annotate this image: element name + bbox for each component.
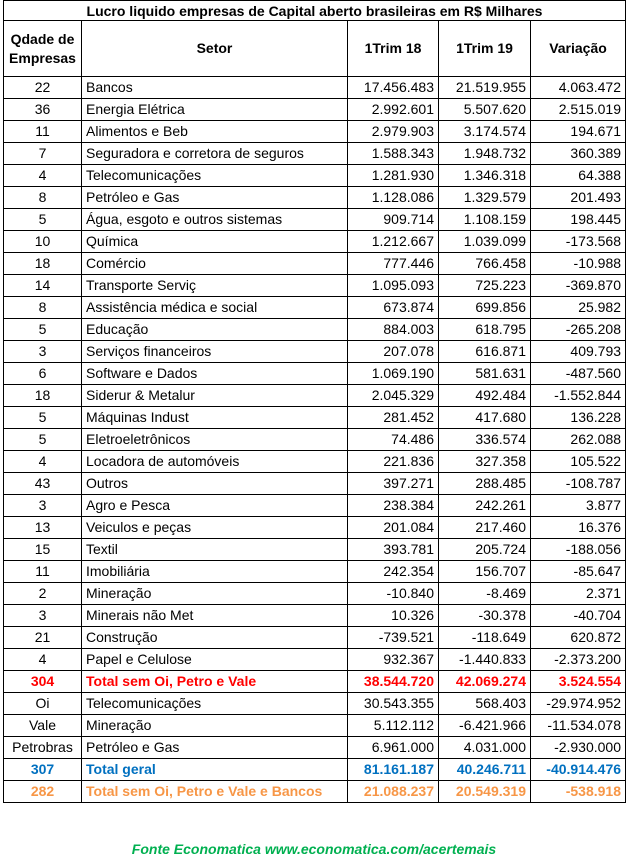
table-row: [4, 473, 626, 495]
cell-sector: Petróleo e Gas: [82, 187, 348, 209]
cell-qty: 5: [4, 407, 82, 429]
table-row: [4, 605, 626, 627]
cell-q1-19: 568.403: [439, 693, 531, 715]
cell-sector: Serviços financeiros: [82, 341, 348, 363]
cell-q1-18: 2.045.329: [348, 385, 439, 407]
cell-sector: Mineração: [82, 583, 348, 605]
cell-q1-18: 30.543.355: [348, 693, 439, 715]
table-title: Lucro liquido empresas de Capital aberto brasileiras em R$ Milhares: [4, 1, 626, 21]
table-row: [4, 495, 626, 517]
cell-sector: Alimentos e Beb: [82, 121, 348, 143]
table-row: [4, 517, 626, 539]
cell-q1-19: 21.519.955: [439, 77, 531, 99]
cell-q1-19: 156.707: [439, 561, 531, 583]
cell-q1-19: 417.680: [439, 407, 531, 429]
cell-sector: Água, esgoto e outros sistemas: [82, 209, 348, 231]
cell-qty: 3: [4, 495, 82, 517]
cell-q1-18: 81.161.187: [348, 759, 439, 781]
table-row: [4, 429, 626, 451]
cell-q1-18: 777.446: [348, 253, 439, 275]
cell-change: -40.704: [531, 605, 626, 627]
cell-q1-18: 74.486: [348, 429, 439, 451]
title-row: [4, 1, 626, 21]
cell-sector: Agro e Pesca: [82, 495, 348, 517]
cell-sector: Transporte Serviç: [82, 275, 348, 297]
cell-q1-18: 221.836: [348, 451, 439, 473]
cell-q1-19: -6.421.966: [439, 715, 531, 737]
cell-q1-18: 201.084: [348, 517, 439, 539]
table-row: [4, 231, 626, 253]
cell-change: -2.930.000: [531, 737, 626, 759]
cell-q1-18: 207.078: [348, 341, 439, 363]
cell-change: -265.208: [531, 319, 626, 341]
cell-q1-19: 1.346.318: [439, 165, 531, 187]
cell-qty: 304: [4, 671, 82, 693]
cell-q1-19: 217.460: [439, 517, 531, 539]
cell-sector: Química: [82, 231, 348, 253]
spreadsheet: [3, 0, 626, 803]
cell-qty: 43: [4, 473, 82, 495]
cell-q1-19: 336.574: [439, 429, 531, 451]
cell-change: 201.493: [531, 187, 626, 209]
cell-change: 25.982: [531, 297, 626, 319]
cell-q1-18: 1.128.086: [348, 187, 439, 209]
cell-q1-18: 6.961.000: [348, 737, 439, 759]
table-row: [4, 583, 626, 605]
cell-change: -538.918: [531, 781, 626, 803]
header-sector: Setor: [82, 21, 348, 77]
cell-change: -2.373.200: [531, 649, 626, 671]
header-change: Variação: [531, 21, 626, 77]
cell-q1-19: 766.458: [439, 253, 531, 275]
cell-sector: Imobiliária: [82, 561, 348, 583]
cell-qty: Vale: [4, 715, 82, 737]
cell-q1-19: 1.039.099: [439, 231, 531, 253]
cell-change: -10.988: [531, 253, 626, 275]
cell-q1-19: 725.223: [439, 275, 531, 297]
table-row: [4, 693, 626, 715]
cell-q1-18: 1.281.930: [348, 165, 439, 187]
cell-sector: Total sem Oi, Petro e Vale: [82, 671, 348, 693]
cell-q1-18: 238.384: [348, 495, 439, 517]
cell-qty: 7: [4, 143, 82, 165]
cell-sector: Siderur & Metalur: [82, 385, 348, 407]
cell-change: 4.063.472: [531, 77, 626, 99]
cell-qty: 10: [4, 231, 82, 253]
cell-sector: Veiculos e peças: [82, 517, 348, 539]
cell-qty: 18: [4, 385, 82, 407]
cell-sector: Assistência médica e social: [82, 297, 348, 319]
cell-q1-19: 1.329.579: [439, 187, 531, 209]
cell-q1-18: -739.521: [348, 627, 439, 649]
cell-qty: 14: [4, 275, 82, 297]
cell-change: -1.552.844: [531, 385, 626, 407]
cell-change: -85.647: [531, 561, 626, 583]
table-row: [4, 297, 626, 319]
cell-q1-19: -1.440.833: [439, 649, 531, 671]
cell-sector: Total geral: [82, 759, 348, 781]
cell-q1-19: 1.948.732: [439, 143, 531, 165]
cell-q1-18: 884.003: [348, 319, 439, 341]
cell-q1-19: 288.485: [439, 473, 531, 495]
cell-change: -11.534.078: [531, 715, 626, 737]
cell-sector: Máquinas Indust: [82, 407, 348, 429]
cell-qty: 5: [4, 319, 82, 341]
table-row: [4, 627, 626, 649]
table-row: [4, 253, 626, 275]
cell-change: 136.228: [531, 407, 626, 429]
cell-change: -40.914.476: [531, 759, 626, 781]
cell-qty: 11: [4, 561, 82, 583]
cell-q1-18: 909.714: [348, 209, 439, 231]
cell-qty: 21: [4, 627, 82, 649]
header-q1-19: 1Trim 19: [439, 21, 531, 77]
cell-q1-19: 492.484: [439, 385, 531, 407]
cell-q1-19: 40.246.711: [439, 759, 531, 781]
table-row: [4, 737, 626, 759]
table-row: [4, 385, 626, 407]
cell-change: -487.560: [531, 363, 626, 385]
cell-q1-19: 1.108.159: [439, 209, 531, 231]
cell-sector: Eletroeletrônicos: [82, 429, 348, 451]
cell-q1-18: 397.271: [348, 473, 439, 495]
header-row: [4, 21, 626, 77]
table-row: [4, 187, 626, 209]
cell-q1-18: 5.112.112: [348, 715, 439, 737]
cell-qty: 11: [4, 121, 82, 143]
cell-qty: 18: [4, 253, 82, 275]
cell-qty: 4: [4, 451, 82, 473]
cell-qty: 8: [4, 297, 82, 319]
cell-q1-18: 21.088.237: [348, 781, 439, 803]
cell-q1-19: 699.856: [439, 297, 531, 319]
cell-sector: Total sem Oi, Petro e Vale e Bancos: [82, 781, 348, 803]
cell-qty: 36: [4, 99, 82, 121]
cell-qty: 3: [4, 341, 82, 363]
cell-sector: Energia Elétrica: [82, 99, 348, 121]
table-row: [4, 121, 626, 143]
table-row: [4, 341, 626, 363]
cell-sector: Construção: [82, 627, 348, 649]
cell-sector: Educação: [82, 319, 348, 341]
cell-q1-18: 1.095.093: [348, 275, 439, 297]
cell-q1-19: 327.358: [439, 451, 531, 473]
cell-q1-19: -118.649: [439, 627, 531, 649]
cell-sector: Petróleo e Gas: [82, 737, 348, 759]
header-qty: [4, 21, 82, 77]
cell-q1-19: 42.069.274: [439, 671, 531, 693]
cell-q1-18: 17.456.483: [348, 77, 439, 99]
cell-sector: Textil: [82, 539, 348, 561]
cell-q1-19: 3.174.574: [439, 121, 531, 143]
cell-q1-18: 38.544.720: [348, 671, 439, 693]
cell-change: 3.877: [531, 495, 626, 517]
cell-sector: Comércio: [82, 253, 348, 275]
cell-change: 2.371: [531, 583, 626, 605]
cell-change: -29.974.952: [531, 693, 626, 715]
cell-sector: Locadora de automóveis: [82, 451, 348, 473]
cell-q1-19: 242.261: [439, 495, 531, 517]
cell-qty: Oi: [4, 693, 82, 715]
table-row: [4, 319, 626, 341]
cell-qty: 3: [4, 605, 82, 627]
cell-q1-18: 242.354: [348, 561, 439, 583]
table-row: [4, 539, 626, 561]
cell-q1-19: -8.469: [439, 583, 531, 605]
cell-qty: 13: [4, 517, 82, 539]
table-row: [4, 407, 626, 429]
cell-q1-18: 1.212.667: [348, 231, 439, 253]
table-row: [4, 671, 626, 693]
cell-change: 64.388: [531, 165, 626, 187]
header-q1-18: 1Trim 18: [348, 21, 439, 77]
cell-qty: 15: [4, 539, 82, 561]
cell-sector: Minerais não Met: [82, 605, 348, 627]
cell-change: 360.389: [531, 143, 626, 165]
cell-sector: Bancos: [82, 77, 348, 99]
table-row: [4, 165, 626, 187]
cell-qty: 22: [4, 77, 82, 99]
table-row: [4, 561, 626, 583]
cell-qty: 5: [4, 209, 82, 231]
cell-q1-19: 618.795: [439, 319, 531, 341]
cell-change: 409.793: [531, 341, 626, 363]
cell-qty: 6: [4, 363, 82, 385]
cell-q1-19: 581.631: [439, 363, 531, 385]
cell-q1-18: -10.840: [348, 583, 439, 605]
table-row: [4, 715, 626, 737]
cell-q1-18: 1.069.190: [348, 363, 439, 385]
cell-qty: 4: [4, 165, 82, 187]
cell-change: -108.787: [531, 473, 626, 495]
cell-qty: Petrobras: [4, 737, 82, 759]
cell-q1-18: 2.992.601: [348, 99, 439, 121]
table-row: [4, 275, 626, 297]
cell-qty: 5: [4, 429, 82, 451]
table-row: [4, 363, 626, 385]
cell-qty: 2: [4, 583, 82, 605]
cell-q1-19: 4.031.000: [439, 737, 531, 759]
table-row: [4, 99, 626, 121]
cell-q1-18: 10.326: [348, 605, 439, 627]
cell-sector: Outros: [82, 473, 348, 495]
cell-change: 620.872: [531, 627, 626, 649]
cell-sector: Telecomunicações: [82, 165, 348, 187]
header-qty-line1: Qdade de: [10, 30, 75, 47]
table-body: [4, 77, 626, 803]
cell-q1-18: 2.979.903: [348, 121, 439, 143]
cell-sector: Mineração: [82, 715, 348, 737]
table-row: [4, 649, 626, 671]
header-qty-line2: Empresas: [9, 49, 76, 66]
cell-qty: 282: [4, 781, 82, 803]
cell-change: 262.088: [531, 429, 626, 451]
table-row: [4, 451, 626, 473]
cell-change: 3.524.554: [531, 671, 626, 693]
cell-change: 198.445: [531, 209, 626, 231]
cell-q1-19: 5.507.620: [439, 99, 531, 121]
cell-change: 105.522: [531, 451, 626, 473]
table-row: [4, 77, 626, 99]
cell-change: -188.056: [531, 539, 626, 561]
cell-q1-18: 932.367: [348, 649, 439, 671]
cell-change: 2.515.019: [531, 99, 626, 121]
cell-change: -369.870: [531, 275, 626, 297]
cell-sector: Software e Dados: [82, 363, 348, 385]
cell-q1-19: -30.378: [439, 605, 531, 627]
cell-q1-18: 281.452: [348, 407, 439, 429]
cell-q1-19: 20.549.319: [439, 781, 531, 803]
table-row: [4, 759, 626, 781]
cell-qty: 8: [4, 187, 82, 209]
cell-change: 16.376: [531, 517, 626, 539]
source-footer: Fonte Economatica www.economatica.com/acertemais: [131, 841, 497, 857]
cell-sector: Seguradora e corretora de seguros: [82, 143, 348, 165]
cell-change: -173.568: [531, 231, 626, 253]
cell-change: 194.671: [531, 121, 626, 143]
cell-q1-19: 205.724: [439, 539, 531, 561]
table-row: [4, 143, 626, 165]
cell-q1-18: 673.874: [348, 297, 439, 319]
cell-q1-18: 1.588.343: [348, 143, 439, 165]
cell-q1-19: 616.871: [439, 341, 531, 363]
profit-table: [3, 0, 626, 803]
cell-q1-18: 393.781: [348, 539, 439, 561]
table-row: [4, 209, 626, 231]
cell-qty: 4: [4, 649, 82, 671]
cell-qty: 307: [4, 759, 82, 781]
cell-sector: Telecomunicações: [82, 693, 348, 715]
table-row: [4, 781, 626, 803]
cell-sector: Papel e Celulose: [82, 649, 348, 671]
